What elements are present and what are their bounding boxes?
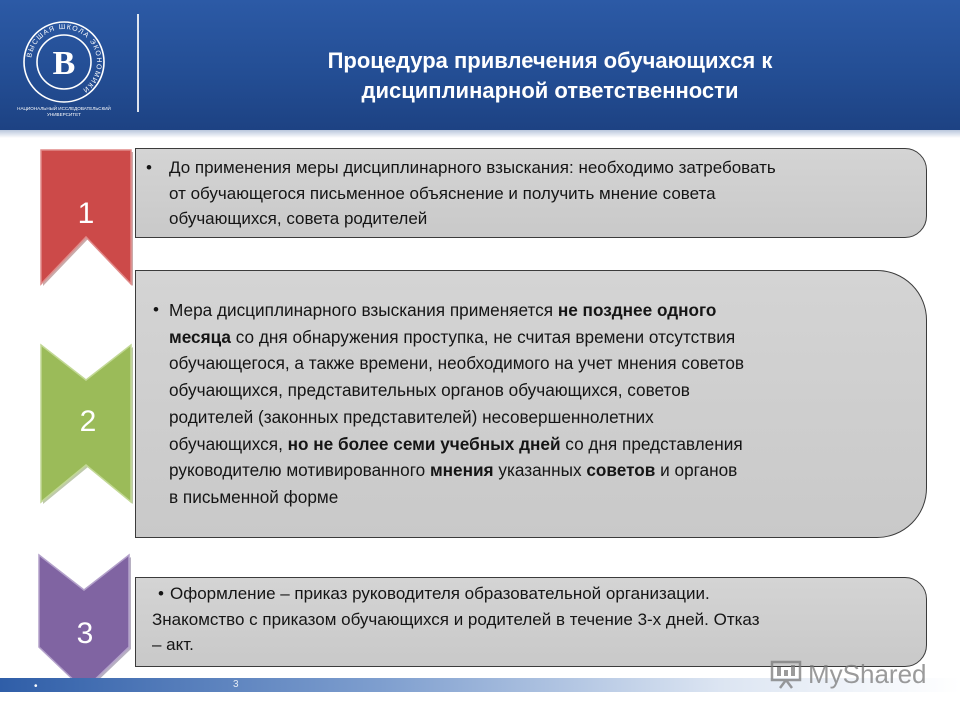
step-2-number: 2 [79,405,97,438]
title-line-2: дисциплинарной ответственности [361,78,739,103]
step-3-text: Оформление – приказ руководителя образовательной организации. Знакомство с приказом обучающихся и родителей в течение 3-х дней. Отказ – акт. [152,584,760,654]
logo-letter: В [52,45,76,82]
footer-dot: • [34,681,38,692]
step-2-text: Мера дисциплинарного взыскания применяется не позднее одного месяца со дня обнаружения проступка, не считая времени отсутствия обучающегося, а также времени, необходимого на учет мнения советов обучающихся, представительных органов обучающихся, советов родителей (законных представителей) несовершеннолетних обучающихся, но не более семи учебных дней со дня представления руководителю мотивированного мнения указанных советов и органов в письменной форме [169,300,745,507]
logo-caption-line2: УНИВЕРСИТЕТ [47,112,81,117]
header-shadow [0,130,960,138]
step-1-number: 1 [77,197,95,230]
step-3-box: • Оформление – приказ руководителя образовательной организации. Знакомство с приказом обучающихся и родителей в течение 3-х дней. Отказ – акт. [135,577,927,667]
page-title [220,46,880,106]
hse-logo [16,10,112,118]
logo-caption-line1: НАЦИОНАЛЬНЫЙ ИССЛЕДОВАТЕЛЬСКИЙ [17,106,111,111]
step-2-chevron [38,265,138,505]
title-line-1: Процедура привлечения обучающихся к [327,48,773,73]
step-1-box: • До применения меры дисциплинарного взыскания: необходимо затребовать от обучающегося письменное объяснение и получить мнение совета обучающихся, совета родителей [135,148,927,238]
page-number: 3 [233,679,239,690]
watermark [770,656,927,692]
header-divider [137,14,139,112]
presentation-icon [770,659,802,689]
logo-ring-text: ВЫСШАЯ ШКОЛА ЭКОНОМИКИ [26,23,103,94]
step-2-box: • Мера дисциплинарного взыскания применяется не позднее одного месяца со дня обнаружения проступка, не считая времени отсутствия обучающегося, а также времени, необходимого на учет мнения советов обучающихся, представительных органов обучающихся, советов родителей (законных представителей) несовершеннолетних обучающихся, но не более семи учебных дней со дня представления руководителю мотивированного мнения указанных советов и органов в письменной форме [135,270,927,538]
step-1-text: До применения меры дисциплинарного взыскания: необходимо затребовать от обучающегося письменное объяснение и получить мнение совета обучающихся, совета родителей [169,158,776,228]
watermark-text: MyShared [808,658,927,689]
step-3-number: 3 [76,617,94,650]
